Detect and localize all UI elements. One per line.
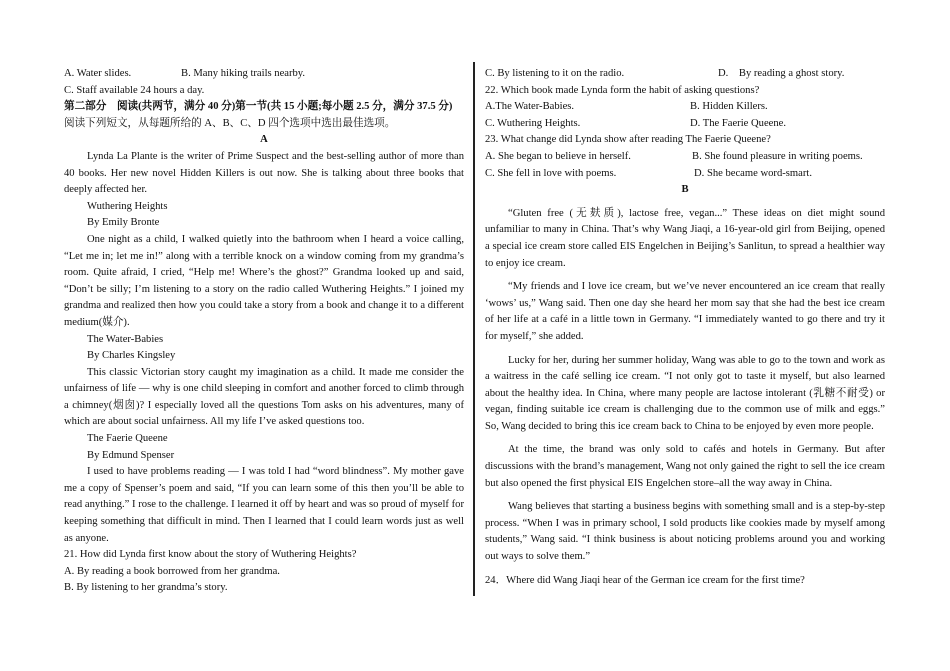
passage-b-paragraph-3: Lucky for her, during her summer holiday, Wang was able to go to the town and work as a waitress in the café selling ice cream. “I not only got to taste it myself, but also learned about the healthy idea. In China, where many people are lactose intolerant (乳糖不耐受) or vegan, finding suitable ice cream is challenging due to the common use of milk and eggs.” So, Wang decided to bring this ice cream back to China to be enjoyed by even more people. [485, 354, 885, 432]
q21-option-d: D. By reading a ghost story. [718, 68, 845, 79]
book2-text: This classic Victorian story caught my imagination as a child. It made me consider the unfairness of life — why is one child sleeping in comfort and another forced to climb through a chimney(烟囱)? I especially loved all the questions Tom asks on his adventures, many of which are about social unfairness. All my life I’ve asked questions too. [64, 366, 464, 428]
passage-letter-b: B [681, 184, 689, 196]
q23-option-a: A. She began to believe in herself. [485, 150, 631, 162]
q21-option-c: C. By listening to it on the radio. [485, 68, 625, 79]
q22-option-d: D. The Faerie Queene. [690, 117, 786, 129]
column-divider [473, 62, 475, 596]
q23-option-b: B. She found pleasure in writing poems. [692, 150, 863, 162]
passage-b-paragraph-4: At the time, the brand was only sold to cafés and hotels in Germany. But after discussions with the brand’s management, Wang not only gained the right to sell the ice cream but also opened the first physical EIS Engelchen store–all the way away in China. [485, 444, 885, 489]
passage-b-paragraph-5: Wang believes that starting a business begins with something small and is a step-by-step process. “When I was in primary school, I sold products like cookies made by myself among students,” Wang said. “I think business is about noticing problems around you and working out ways to solve them.” [485, 501, 885, 563]
option-b: B. Many hiking trails nearby. [181, 68, 306, 79]
book2-title: The Water-Babies [87, 333, 164, 345]
q22-option-c: C. Wuthering Heights. [485, 117, 581, 129]
q21-options-cd [485, 66, 885, 83]
section-header: 第二部分 阅读(共两节，满分 40 分)第一节(共 15 小题;每小题 2.5 分，满分 37.5 分) [64, 101, 453, 113]
book1-author: By Emily Bronte [87, 217, 160, 229]
q23-option-d: D. She became word-smart. [694, 167, 812, 179]
book3-text: I used to have problems reading — I was told I had “word blindness”. My mother gave me a copy of Spenser’s poem and said, “If you can learn some of this then you’ll be able to read anything.” I rose to the challenge. I learned it off by heart and was so proud of myself for keeping something that difficult in mind. Then I learned that I could learn words just as well as anyone. [64, 466, 464, 544]
question-24: 24．Where did Wang Jiaqi hear of the German ice cream for the first time? [485, 574, 805, 586]
option-a: A. Water slides. [64, 68, 132, 79]
q21-option-a: A. By reading a book borrowed from her grandma. [64, 565, 280, 577]
book3-title: The Faerie Queene [87, 433, 168, 445]
book1-title: Wuthering Heights [87, 200, 168, 212]
passage-letter-a: A [260, 134, 268, 146]
q23-options-cd [485, 166, 885, 183]
q23-option-c: C. She fell in love with poems. [485, 167, 617, 179]
passage-b-paragraph-1: “Gluten free (无麸质), lactose free, vegan...” These ideas on diet might sound unfamiliar to many in China. That’s why Wang Jiaqi, a 16-year-old girl from Beijing, opened a special ice cream store called EIS Engelchen in Beijing’s Sanlitun, to spread a healthier way to enjoy ice cream. [485, 207, 885, 269]
question-21: 21. How did Lynda first know about the story of Wuthering Heights? [64, 549, 357, 561]
passage-b-paragraph-2: “My friends and I love ice cream, but we’ve never encountered an ice cream that really ‘wows’ us,” Wang said. Then one day she heard her mom say that she had the best ice cream of her life at a café in a little town in Germany. “I immediately wanted to go there and try it for myself,” she added. [485, 281, 885, 342]
book2-author: By Charles Kingsley [87, 350, 176, 362]
q22-options-ab [485, 99, 885, 116]
q22-option-a: A.The Water-Babies. [485, 101, 575, 113]
book1-text: One night as a child, I walked quietly into the bathroom when I heard a voice calling, “Let me in; let me in!” along with a terrible knock on a window coming from my grandma’s room. Quite afraid, I cried, “Help me! Where’s the ghost?” Grandma looked up and said, “Don’t be silly; I’m listening to a story on the radio called Wuthering Heights.” I joined my grandma and realized then how you could take a story from a book and change it to a different medium(媒介). [64, 233, 464, 328]
question-22: 22. Which book made Lynda form the habit of asking questions? [485, 84, 760, 96]
option-c: C. Staff available 24 hours a day. [64, 84, 205, 96]
passage-a-intro: Lynda La Plante is the writer of Prime Suspect and the best-selling author of more than 40 books. Her new novel Hidden Killers is out now. She is talking about three books that deeply affected her. [64, 150, 464, 196]
q21-option-b: B. By listening to her grandma’s story. [64, 582, 228, 594]
left-column [64, 66, 464, 597]
prev-options-row [64, 66, 464, 83]
book3-author: By Edmund Spenser [87, 449, 175, 461]
instruction: 阅读下列短文，从每题所给的 A、B、C、D 四个选项中选出最佳选项。 [64, 117, 396, 129]
right-column [485, 66, 885, 589]
question-23: 23. What change did Lynda show after reading The Faerie Queene? [485, 134, 771, 146]
q23-options-ab [485, 149, 885, 166]
q22-option-b: B. Hidden Killers. [690, 101, 768, 113]
q22-options-cd [485, 116, 885, 133]
